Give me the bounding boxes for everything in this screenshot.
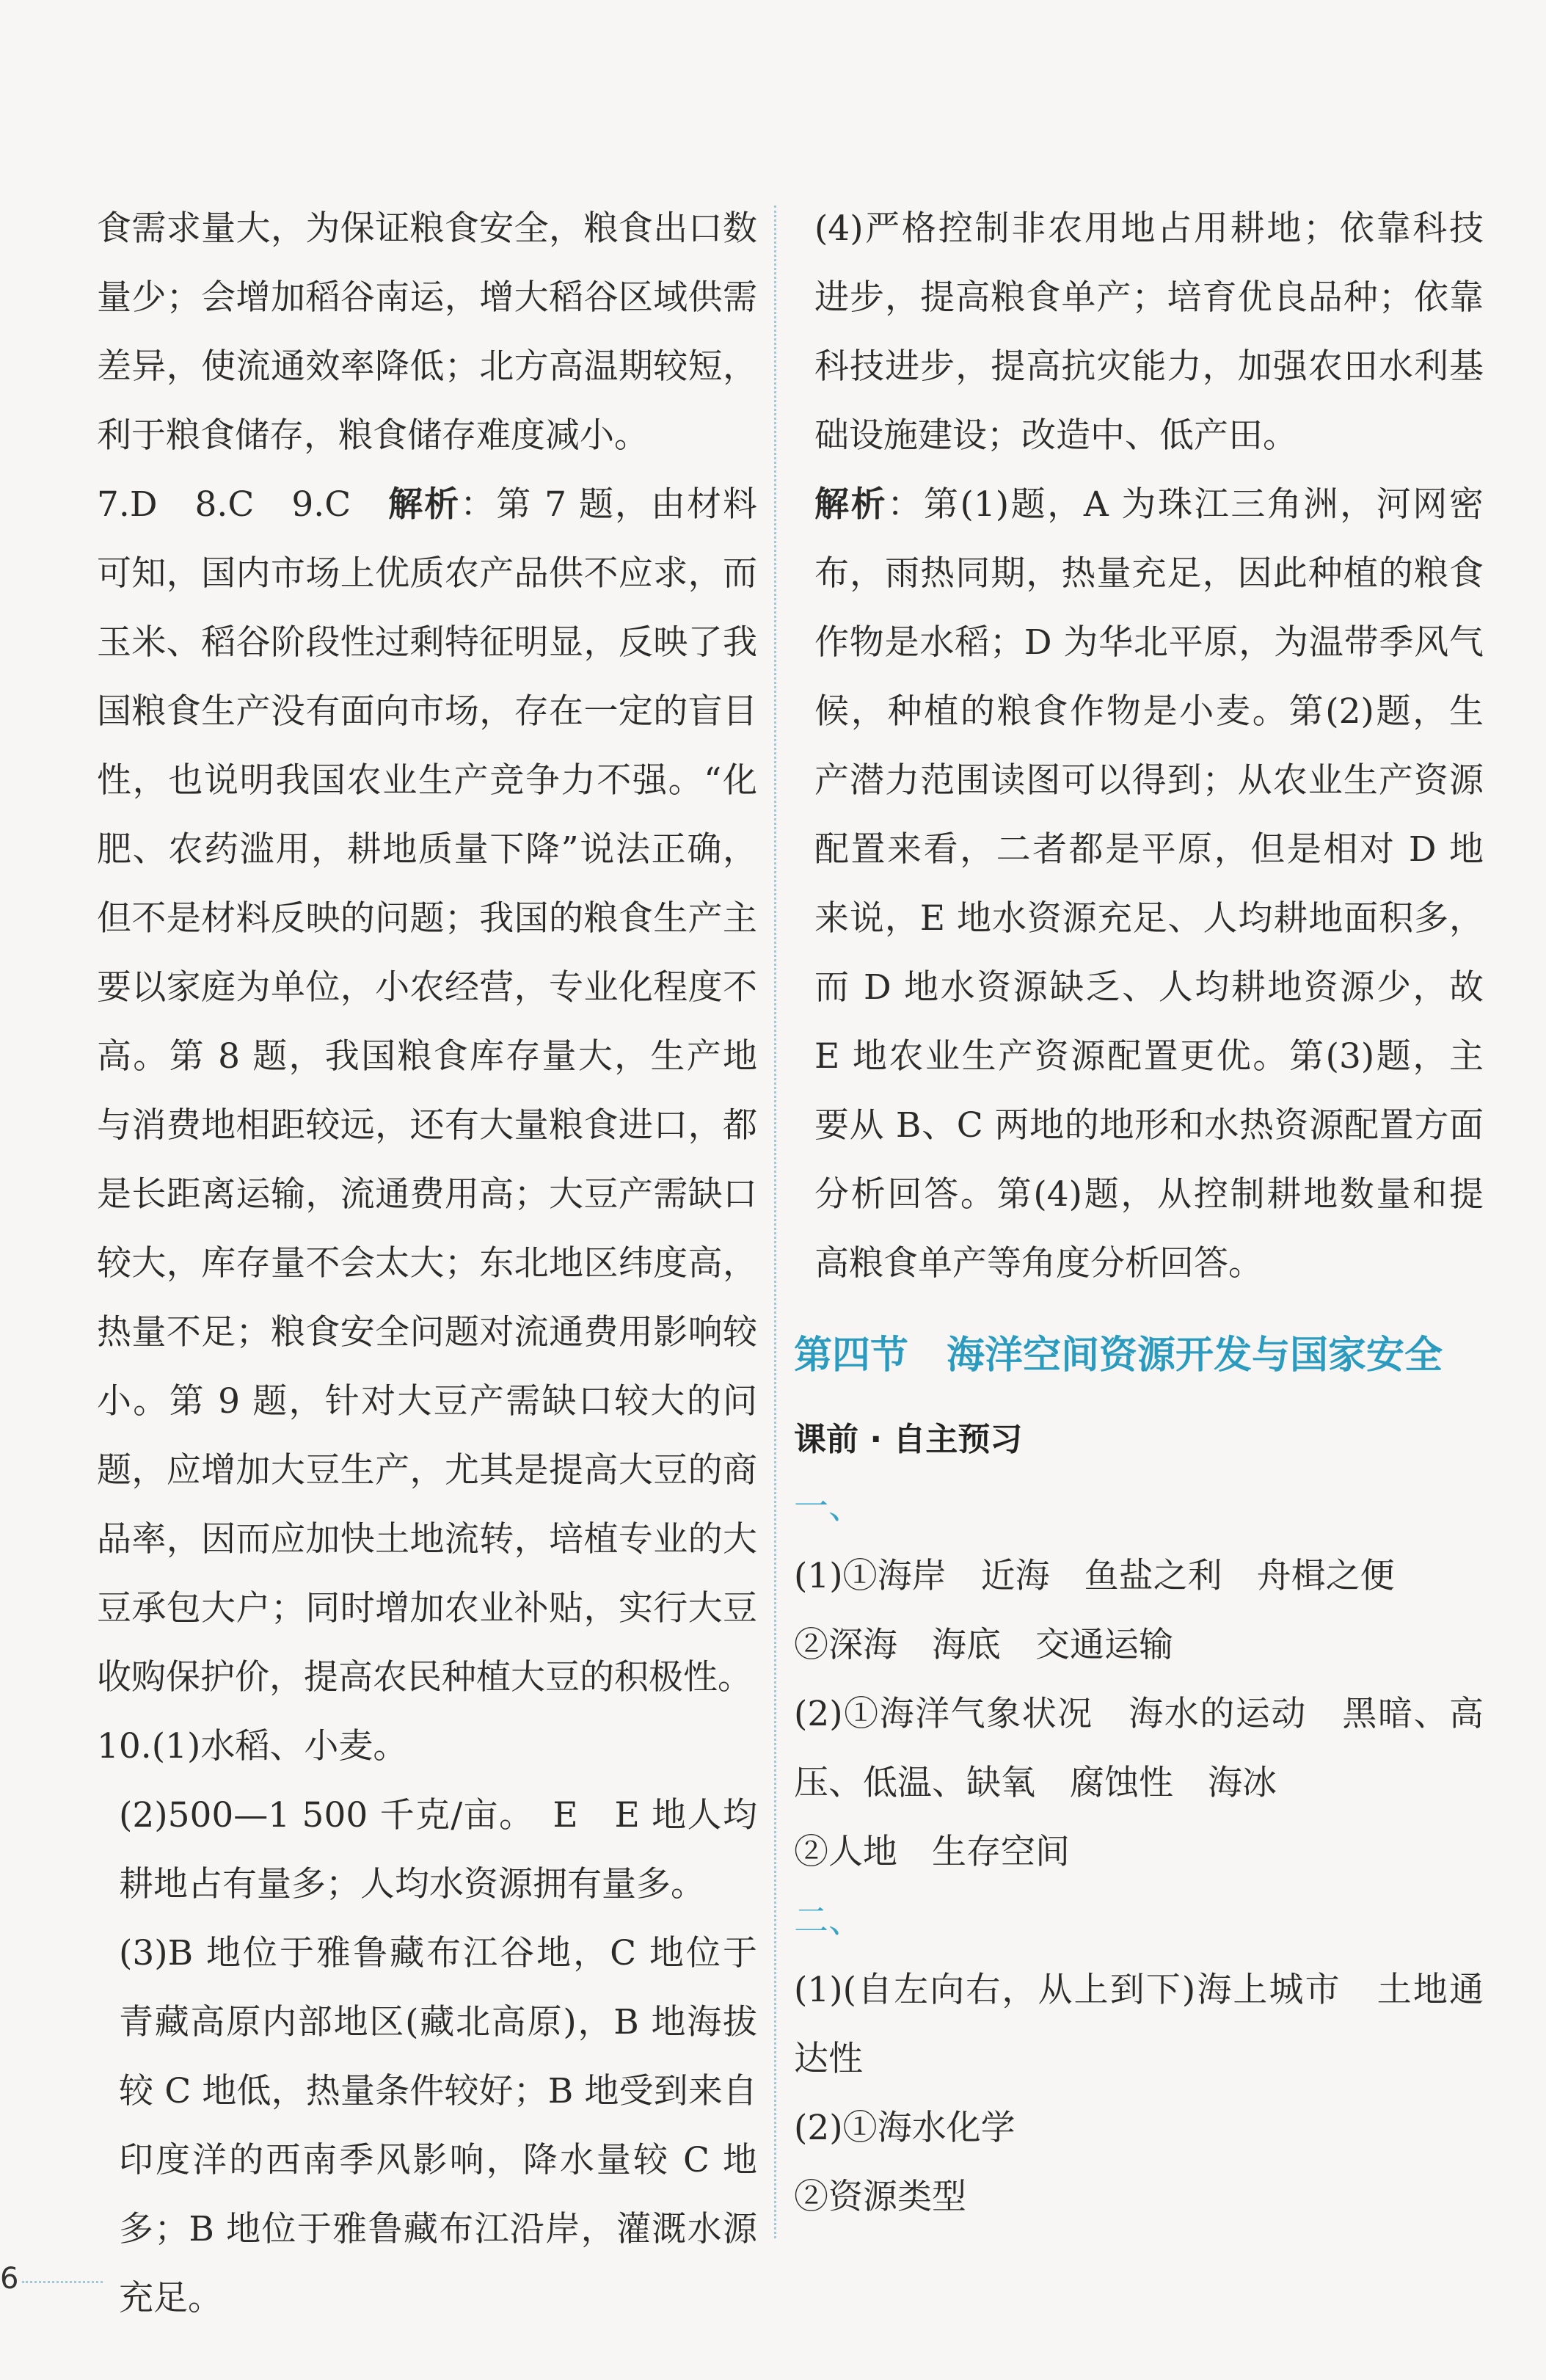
part-two-line: (2)①海水化学	[794, 2108, 1016, 2148]
right-column	[794, 194, 1495, 2232]
analysis-7-9-text: ：第 7 题，由材料可知，国内市场上优质农产品供不应求，而玉米、稻谷阶段性过剩特征明显，反映了我国粮食生产没有面向市场，存在一定的盲目性，也说明我国农业生产竞争力不强。“化肥、农药滥用，耕地质量下降”说法正确，但不是材料反映的问题；我国的粮食生产主要以家庭为单位，小农经营，专业化程度不高。第 8 题，我国粮食库存量大，生产地与消费地相距较远，还有大量粮食进口，都是长距离运输，流通费用高；大豆产需缺口较大，库存量不会太大；东北地区纬度高，热量不足；粮食安全问题对流通费用影响较小。第 9 题，针对大豆产需缺口较大的问题，应增加大豆生产，尤其是提高大豆的商品率，因而应加快土地流转，培植专业的大豆承包大户；同时增加农业补贴，实行大豆收购保护价，提高农民种植大豆的积极性。	[97, 484, 758, 1697]
left-column	[97, 194, 757, 2333]
part-one-line: ②深海 海底 交通运输	[794, 1625, 1173, 1665]
paragraph-food-demand: 食需求量大，为保证粮食安全，粮食出口数量少；会增加稻谷南运，增大稻谷区域供需差异，使流通效率降低；北方高温期较短，利于粮食储存，粮食储存难度减小。	[97, 208, 757, 456]
part-one-label: 一、	[794, 1487, 863, 1527]
answer-10-3: (3)B 地位于雅鲁藏布江谷地，C 地位于青藏高原内部地区(藏北高原)，B 地海拔较 C 地低，热量条件较好；B 地受到来自印度洋的西南季风影响，降水量较 C 地多；B 地位于雅鲁藏布江沿岸，灌溉水源充足。	[119, 1933, 757, 2318]
answer-10-1: 10.(1)水稻、小麦。	[97, 1726, 408, 1766]
section-title: 海洋空间资源开发与国家安全	[947, 1333, 1443, 1378]
part-one-line: (1)①海岸 近海 鱼盐之利 舟楫之便	[794, 1556, 1395, 1596]
answer-keys-7-9: 7.D 8.C 9.C	[97, 484, 389, 525]
analysis-10	[794, 470, 1495, 1298]
part-two-label: 二、	[794, 1901, 863, 1941]
page-number: 6	[0, 2262, 19, 2296]
section-heading	[794, 1326, 1484, 1385]
answer-10-4: (4)严格控制非农用地占用耕地；依靠科技进步，提高粮食单产；培育优良品种；依靠科技进步，提高抗灾能力，加强农田水利基础设施建设；改造中、低产田。	[814, 208, 1484, 456]
answer-10-2: (2)500—1 500 千克/亩。 E E 地人均耕地占有量多；人均水资源拥有量多。	[119, 1795, 757, 1904]
analysis-10-text: ：第(1)题，A 为珠江三角洲，河网密布，雨热同期，热量充足，因此种植的粮食作物是水稻；D 为华北平原，为温带季风气候，种植的粮食作物是小麦。第(2)题，生产潜力范围读图可以得到；从农业生产资源配置来看，二者都是平原，但是相对 D 地来说，E 地水资源充足、人均耕地面积多，而 D 地水资源缺乏、人均耕地资源少，故 E 地农业生产资源配置更优。第(3)题，主要从 B、C 两地的地形和水热资源配置方面分析回答。第(4)题，从控制耕地数量和提高粮食单产等角度分析回答。	[814, 484, 1495, 1284]
part-two-line: (1)(自左向右，从上到下)海上城市 土地通达性	[794, 1970, 1484, 2079]
page-number-rule	[22, 2281, 103, 2283]
subheading-preview: 课前 · 自主预习	[794, 1421, 1023, 1458]
answer-7-9	[97, 470, 757, 1712]
section-number: 第四节	[794, 1333, 909, 1378]
analysis-10-label: 解析	[814, 484, 888, 525]
part-two-line: ②资源类型	[794, 2177, 966, 2217]
column-divider	[774, 205, 776, 2238]
part-one-line: (2)①海洋气象状况 海水的运动 黑暗、高压、低温、缺氧 腐蚀性 海冰	[794, 1694, 1484, 1803]
part-one-line: ②人地 生存空间	[794, 1832, 1070, 1872]
analysis-label: 解析	[388, 484, 461, 525]
